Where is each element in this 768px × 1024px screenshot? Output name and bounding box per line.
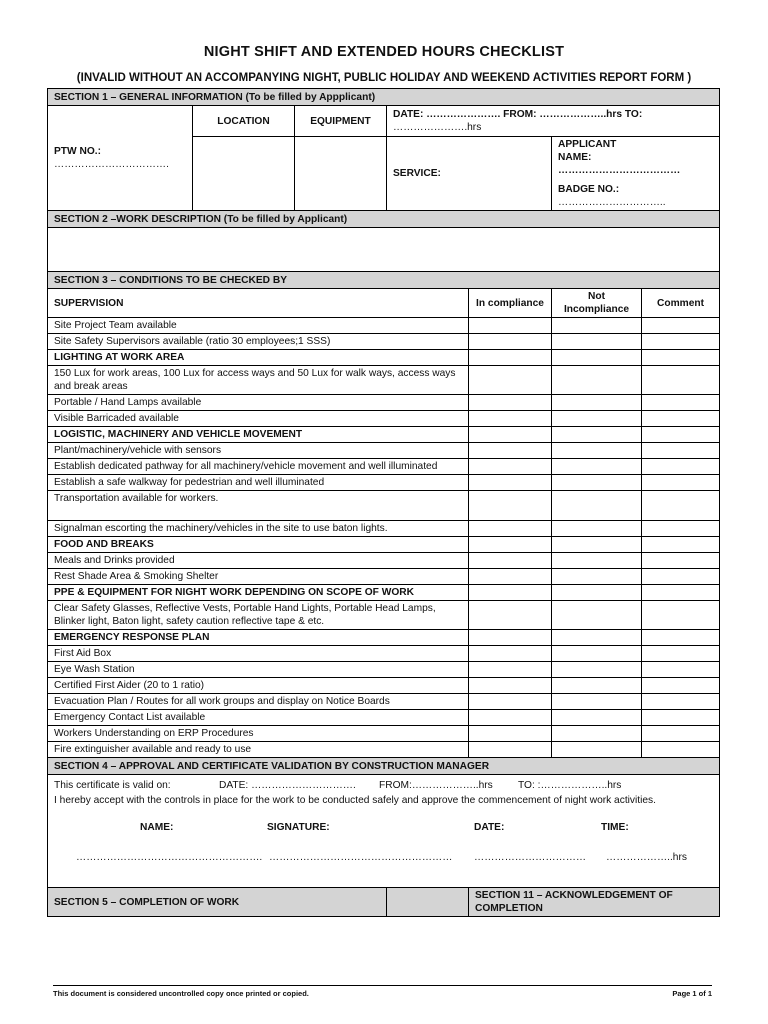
equipment-label: EQUIPMENT: [295, 106, 387, 137]
checklist-row: [48, 411, 720, 427]
comment-cell[interactable]: [642, 350, 720, 366]
equipment-field[interactable]: [295, 137, 387, 211]
in-compliance-cell[interactable]: [469, 366, 552, 395]
checklist-row: [48, 318, 720, 334]
checklist-item-label: Clear Safety Glasses, Reflective Vests, Portable Hand Lights, Portable Head Lamps, Blinker light, Baton light, safety caution reflective tape & etc.: [48, 601, 469, 630]
page-title: NIGHT SHIFT AND EXTENDED HOURS CHECKLIST: [203, 44, 565, 60]
not-incompliance-cell[interactable]: [552, 630, 642, 646]
acceptance-statement: I hereby accept with the controls in place for the work to be conducted safely and approve the commencement of night work activities.: [54, 795, 656, 806]
checklist-item-label: Visible Barricaded available: [48, 411, 469, 427]
in-compliance-cell[interactable]: [469, 350, 552, 366]
not-incompliance-cell[interactable]: [552, 694, 642, 710]
checklist-row: [48, 569, 720, 585]
sig-time-field[interactable]: ………………..hrs: [606, 852, 687, 863]
comment-cell[interactable]: [642, 537, 720, 553]
checklist-category-row: [48, 537, 720, 553]
section5-header: SECTION 5 – COMPLETION OF WORK: [48, 888, 387, 917]
valid-date-field[interactable]: DATE: ………………………….: [219, 780, 356, 791]
checklist-item-label: Evacuation Plan / Routes for all work groups and display on Notice Boards: [48, 694, 469, 710]
in-compliance-cell[interactable]: [469, 334, 552, 350]
checklist-item-label: Site Safety Supervisors available (ratio 30 employees;1 SSS): [48, 334, 469, 350]
category-label: EMERGENCY RESPONSE PLAN: [48, 630, 469, 646]
checklist-item-label: Site Project Team available: [48, 318, 469, 334]
comment-cell[interactable]: [642, 427, 720, 443]
comment-cell[interactable]: [642, 662, 720, 678]
checklist-row: [48, 459, 720, 475]
comment-cell[interactable]: [642, 678, 720, 694]
checklist-item-label: Rest Shade Area & Smoking Shelter: [48, 569, 469, 585]
category-label: FOOD AND BREAKS: [48, 537, 469, 553]
in-compliance-cell[interactable]: [469, 521, 552, 537]
section4-header: SECTION 4 – APPROVAL AND CERTIFICATE VALIDATION BY CONSTRUCTION MANAGER: [48, 758, 720, 775]
ptw-cell[interactable]: [48, 106, 193, 211]
comment-cell[interactable]: [642, 710, 720, 726]
page-subtitle: (INVALID WITHOUT AN ACCOMPANYING NIGHT, PUBLIC HOLIDAY AND WEEKEND ACTIVITIES REPORT FORM ): [76, 72, 692, 84]
section3-header: SECTION 3 – CONDITIONS TO BE CHECKED BY: [48, 272, 720, 289]
not-incompliance-cell[interactable]: [552, 646, 642, 662]
location-field[interactable]: [193, 137, 295, 211]
valid-to-field[interactable]: TO: :………………..hrs: [518, 780, 622, 791]
checklist-row: [48, 710, 720, 726]
comment-cell[interactable]: [642, 521, 720, 537]
date-cell[interactable]: [387, 106, 720, 137]
not-incompliance-cell[interactable]: [552, 334, 642, 350]
comment-cell[interactable]: [642, 742, 720, 758]
checklist-row: [48, 475, 720, 491]
comment-cell[interactable]: [642, 694, 720, 710]
sig-time-label: TIME:: [601, 822, 629, 833]
in-compliance-cell[interactable]: [469, 694, 552, 710]
footer: [53, 985, 712, 998]
category-label: LIGHTING AT WORK AREA: [48, 350, 469, 366]
not-incompliance-cell[interactable]: [552, 491, 642, 521]
col-supervision: SUPERVISION: [48, 289, 469, 318]
col-comment: Comment: [642, 289, 720, 318]
in-compliance-cell[interactable]: [469, 411, 552, 427]
comment-cell[interactable]: [642, 585, 720, 601]
checklist-item-label: Establish dedicated pathway for all machinery/vehicle movement and well illuminated: [48, 459, 469, 475]
not-incompliance-cell[interactable]: [552, 726, 642, 742]
checklist-row: [48, 726, 720, 742]
in-compliance-cell[interactable]: [469, 601, 552, 630]
not-incompliance-cell[interactable]: [552, 585, 642, 601]
footer-disclaimer: This document is considered uncontrolled copy once printed or copied.: [53, 989, 309, 998]
checklist-item-label: Fire extinguisher available and ready to use: [48, 742, 469, 758]
badge-dots: …………………………..: [558, 197, 666, 208]
valid-on-label: This certificate is valid on:: [54, 780, 171, 791]
in-compliance-cell[interactable]: [469, 742, 552, 758]
page-number: Page 1 of 1: [672, 989, 712, 998]
service-field[interactable]: SERVICE:: [387, 137, 552, 211]
checklist-item-label: Eye Wash Station: [48, 662, 469, 678]
in-compliance-cell[interactable]: [469, 662, 552, 678]
checklist-row: [48, 553, 720, 569]
in-compliance-cell[interactable]: [469, 678, 552, 694]
sig-date-field[interactable]: ……………………………: [474, 852, 587, 863]
sig-name-label: NAME:: [140, 822, 174, 833]
category-label: PPE & EQUIPMENT FOR NIGHT WORK DEPENDING ON SCOPE OF WORK: [48, 585, 469, 601]
not-incompliance-cell[interactable]: [552, 395, 642, 411]
comment-cell[interactable]: [642, 366, 720, 395]
in-compliance-cell[interactable]: [469, 585, 552, 601]
checklist-form: [47, 88, 719, 917]
checklist-item-label: Meals and Drinks provided: [48, 553, 469, 569]
valid-from-field[interactable]: FROM:………………..hrs: [379, 780, 493, 791]
sig-name-field[interactable]: ……………………………………………….: [76, 852, 263, 863]
section5-spacer: [387, 888, 469, 917]
checklist-row: [48, 366, 720, 395]
not-incompliance-cell[interactable]: [552, 350, 642, 366]
checklist-row: [48, 694, 720, 710]
col-not-incompliance: Not Incompliance: [552, 289, 642, 318]
location-label: LOCATION: [193, 106, 295, 137]
in-compliance-cell[interactable]: [469, 630, 552, 646]
comment-cell[interactable]: [642, 726, 720, 742]
checklist-item-label: 150 Lux for work areas, 100 Lux for access ways and 50 Lux for walk ways, access ways and break areas: [48, 366, 469, 395]
comment-cell[interactable]: [642, 395, 720, 411]
checklist-category-row: [48, 630, 720, 646]
checklist-row: [48, 742, 720, 758]
sig-date-label: DATE:: [474, 822, 505, 833]
checklist-item-label: First Aid Box: [48, 646, 469, 662]
not-incompliance-cell[interactable]: [552, 742, 642, 758]
checklist-item-label: Emergency Contact List available: [48, 710, 469, 726]
checklist-item-label: Signalman escorting the machinery/vehicles in the site to use baton lights.: [48, 521, 469, 537]
not-incompliance-cell[interactable]: [552, 569, 642, 585]
section2-header: SECTION 2 –WORK DESCRIPTION (To be filled by Applicant): [48, 211, 720, 228]
not-incompliance-cell[interactable]: [552, 427, 642, 443]
in-compliance-cell[interactable]: [469, 318, 552, 334]
badge-label: BADGE NO.:: [558, 184, 620, 195]
comment-cell[interactable]: [642, 569, 720, 585]
in-compliance-cell[interactable]: [469, 475, 552, 491]
checklist-row: [48, 521, 720, 537]
checklist-category-row: [48, 427, 720, 443]
not-incompliance-cell[interactable]: [552, 537, 642, 553]
not-incompliance-cell[interactable]: [552, 601, 642, 630]
comment-cell[interactable]: [642, 459, 720, 475]
approval-block: [48, 775, 720, 888]
checklist-item-label: Certified First Aider (20 to 1 ratio): [48, 678, 469, 694]
checklist-row: [48, 646, 720, 662]
date-line-1: DATE: …………………. FROM: ………………..hrs TO:: [393, 109, 643, 120]
checklist-item-label: Transportation available for workers.: [48, 491, 469, 521]
comment-cell[interactable]: [642, 601, 720, 630]
checklist-category-row: [48, 585, 720, 601]
checklist-row: [48, 443, 720, 459]
checklist-rows: [48, 318, 720, 758]
ptw-dots: …………………………….: [54, 159, 169, 170]
in-compliance-cell[interactable]: [469, 646, 552, 662]
not-incompliance-cell[interactable]: [552, 318, 642, 334]
date-line-2: ………………….hrs: [393, 122, 482, 133]
section1-header: SECTION 1 – GENERAL INFORMATION (To be filled by Appplicant): [48, 89, 720, 106]
category-label: LOGISTIC, MACHINERY AND VEHICLE MOVEMENT: [48, 427, 469, 443]
checklist-row: [48, 334, 720, 350]
comment-cell[interactable]: [642, 630, 720, 646]
not-incompliance-cell[interactable]: [552, 521, 642, 537]
in-compliance-cell[interactable]: [469, 726, 552, 742]
comment-cell[interactable]: [642, 491, 720, 521]
comment-cell[interactable]: [642, 411, 720, 427]
checklist-item-label: Workers Understanding on ERP Procedures: [48, 726, 469, 742]
form-table: [47, 88, 720, 917]
work-description-field[interactable]: [48, 228, 720, 272]
in-compliance-cell[interactable]: [469, 491, 552, 521]
checklist-item-label: Portable / Hand Lamps available: [48, 395, 469, 411]
checklist-row: [48, 601, 720, 630]
in-compliance-cell[interactable]: [469, 459, 552, 475]
in-compliance-cell[interactable]: [469, 427, 552, 443]
col-in-compliance: In compliance: [469, 289, 552, 318]
not-incompliance-cell[interactable]: [552, 710, 642, 726]
not-incompliance-cell[interactable]: [552, 443, 642, 459]
checklist-item-label: Establish a safe walkway for pedestrian and well illuminated: [48, 475, 469, 491]
checklist-category-row: [48, 350, 720, 366]
checklist-item-label: Plant/machinery/vehicle with sensors: [48, 443, 469, 459]
comment-cell[interactable]: [642, 334, 720, 350]
in-compliance-cell[interactable]: [469, 569, 552, 585]
applicant-cell[interactable]: [552, 137, 720, 211]
in-compliance-cell[interactable]: [469, 395, 552, 411]
in-compliance-cell[interactable]: [469, 443, 552, 459]
checklist-row: [48, 395, 720, 411]
ptw-label: PTW NO.:: [54, 146, 101, 157]
applicant-name: NAME: ………………………………: [558, 152, 681, 176]
comment-cell[interactable]: [642, 443, 720, 459]
section11-header: SECTION 11 – ACKNOWLEDGEMENT OF COMPLETION: [469, 888, 720, 917]
not-incompliance-cell[interactable]: [552, 411, 642, 427]
comment-cell[interactable]: [642, 318, 720, 334]
checklist-row: [48, 662, 720, 678]
in-compliance-cell[interactable]: [469, 710, 552, 726]
not-incompliance-cell[interactable]: [552, 553, 642, 569]
not-incompliance-cell[interactable]: [552, 366, 642, 395]
comment-cell[interactable]: [642, 475, 720, 491]
applicant-label: APPLICANT: [558, 139, 617, 150]
checklist-row: [48, 678, 720, 694]
not-incompliance-cell[interactable]: [552, 678, 642, 694]
comment-cell[interactable]: [642, 646, 720, 662]
not-incompliance-cell[interactable]: [552, 459, 642, 475]
comment-cell[interactable]: [642, 553, 720, 569]
sig-signature-field[interactable]: ………………………………………………: [269, 852, 453, 863]
checklist-row: [48, 491, 720, 521]
not-incompliance-cell[interactable]: [552, 662, 642, 678]
not-incompliance-cell[interactable]: [552, 475, 642, 491]
in-compliance-cell[interactable]: [469, 553, 552, 569]
in-compliance-cell[interactable]: [469, 537, 552, 553]
sig-signature-label: SIGNATURE:: [267, 822, 330, 833]
